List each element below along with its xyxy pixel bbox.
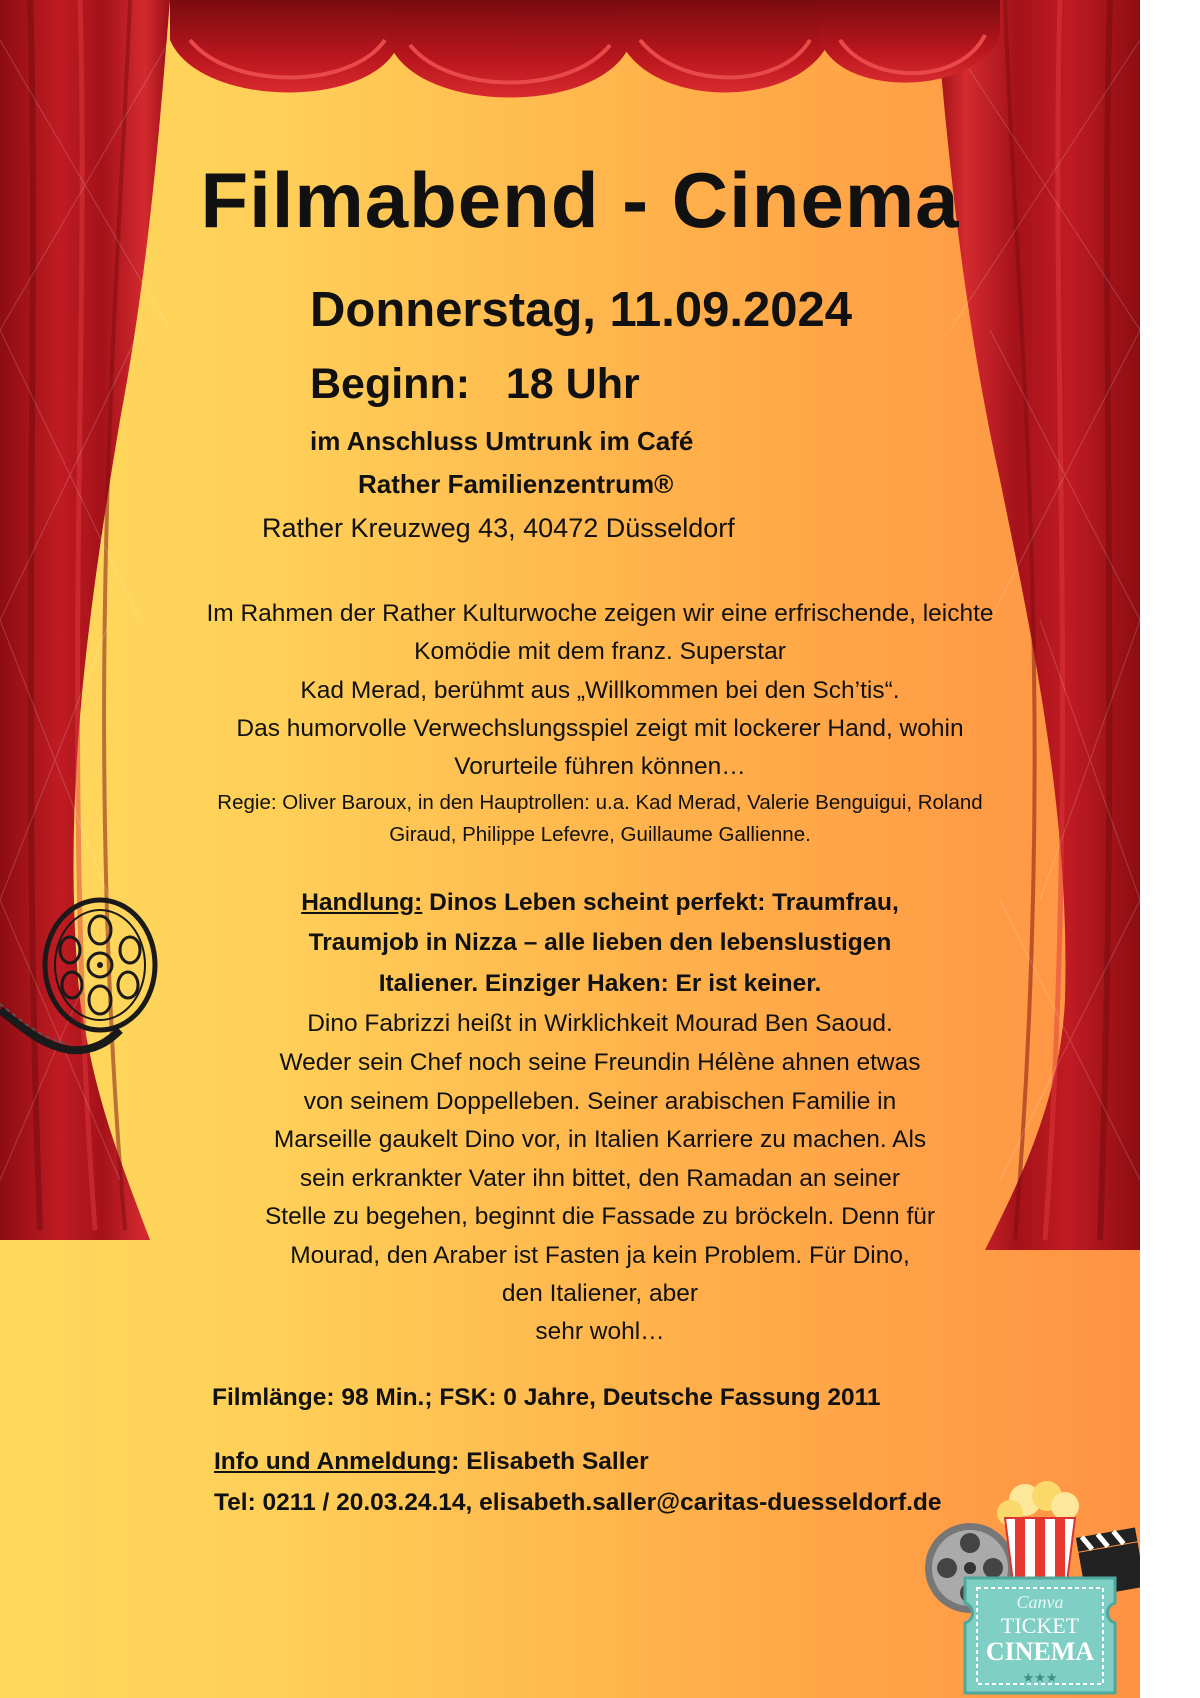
credits-line: Regie: Oliver Baroux, in den Hauptrollen: u.a. Kad Merad, Valerie Benguigui, Roland [217,791,983,814]
plot-bold-line: Dinos Leben scheint perfekt: Traumfrau, [429,889,899,916]
plot-bold-line: Italiener. Einziger Haken: Er ist keiner. [378,970,822,997]
description-line: Komödie mit dem franz. Superstar [414,638,786,665]
cinema-ticket-illustration [925,1478,1140,1698]
curtain-valance [170,0,1000,98]
film-facts: Filmlänge: 98 Min.; FSK: 0 Jahre, Deutsche Fassung 2011 [212,1384,881,1411]
event-date: Donnerstag, 11.09.2024 [310,283,853,337]
venue-name: Rather Familienzentrum® [358,469,674,499]
plot-line: sehr wohl… [535,1318,665,1345]
event-time [310,360,640,409]
contact-details: Tel: 0211 / 20.03.24.14, elisabeth.saller@caritas-duesseldorf.de [214,1489,942,1516]
description-line: Im Rahmen der Rather Kulturwoche zeigen wir eine erfrischende, leichte [206,600,994,627]
plot-bold-line: Traumjob in Nizza – alle lieben den lebenslustigen [308,929,892,956]
plot-line: Stelle zu begehen, beginnt die Fassade zu bröckeln. Denn für [264,1203,936,1230]
plot-heading [170,889,1030,917]
contact-name: : Elisabeth Saller [451,1448,649,1475]
plot-line: Weder sein Chef noch seine Freundin Hélène ahnen etwas [279,1049,921,1076]
plot-line: den Italiener, aber [501,1280,699,1307]
ticket-stars: ★★★ [1022,1671,1058,1686]
credits-line: Giraud, Philippe Lefevre, Guillaume Gallienne. [389,823,811,846]
time-value: 18 Uhr [505,360,640,408]
after-event-note: im Anschluss Umtrunk im Café [310,426,694,456]
contact-line [214,1448,649,1476]
ticket-word-2: CINEMA [985,1637,1095,1666]
plot-line: Marseille gaukelt Dino vor, in Italien Karriere zu machen. Als [273,1126,927,1153]
description-line: Kad Merad, berühmt aus „Willkommen bei den Sch’tis“. [300,677,900,704]
plot-label: Handlung: [301,889,423,916]
time-label: Beginn: [310,360,471,408]
ticket-word-1: TICKET [1000,1613,1080,1638]
description-line: Das humorvolle Verwechslungsspiel zeigt mit lockerer Hand, wohin [236,715,964,742]
ticket-brand: Canva [1016,1592,1064,1612]
poster-title: Filmabend - Cinema [200,156,960,244]
plot-line: von seinem Doppelleben. Seiner arabischen Familie in [303,1088,897,1115]
plot-line: Mourad, den Araber ist Fasten ja kein Problem. Für Dino, [290,1242,910,1269]
plot-line: sein erkrankter Vater ihn bittet, den Ramadan an seiner [299,1165,901,1192]
contact-label: Info und Anmeldung [214,1448,452,1475]
plot-line: Dino Fabrizzi heißt in Wirklichkeit Mourad Ben Saoud. [307,1010,893,1037]
film-reel-icon [0,880,170,1060]
venue-address: Rather Kreuzweg 43, 40472 Düsseldorf [262,513,735,543]
description-line: Vorurteile führen können… [454,753,746,780]
